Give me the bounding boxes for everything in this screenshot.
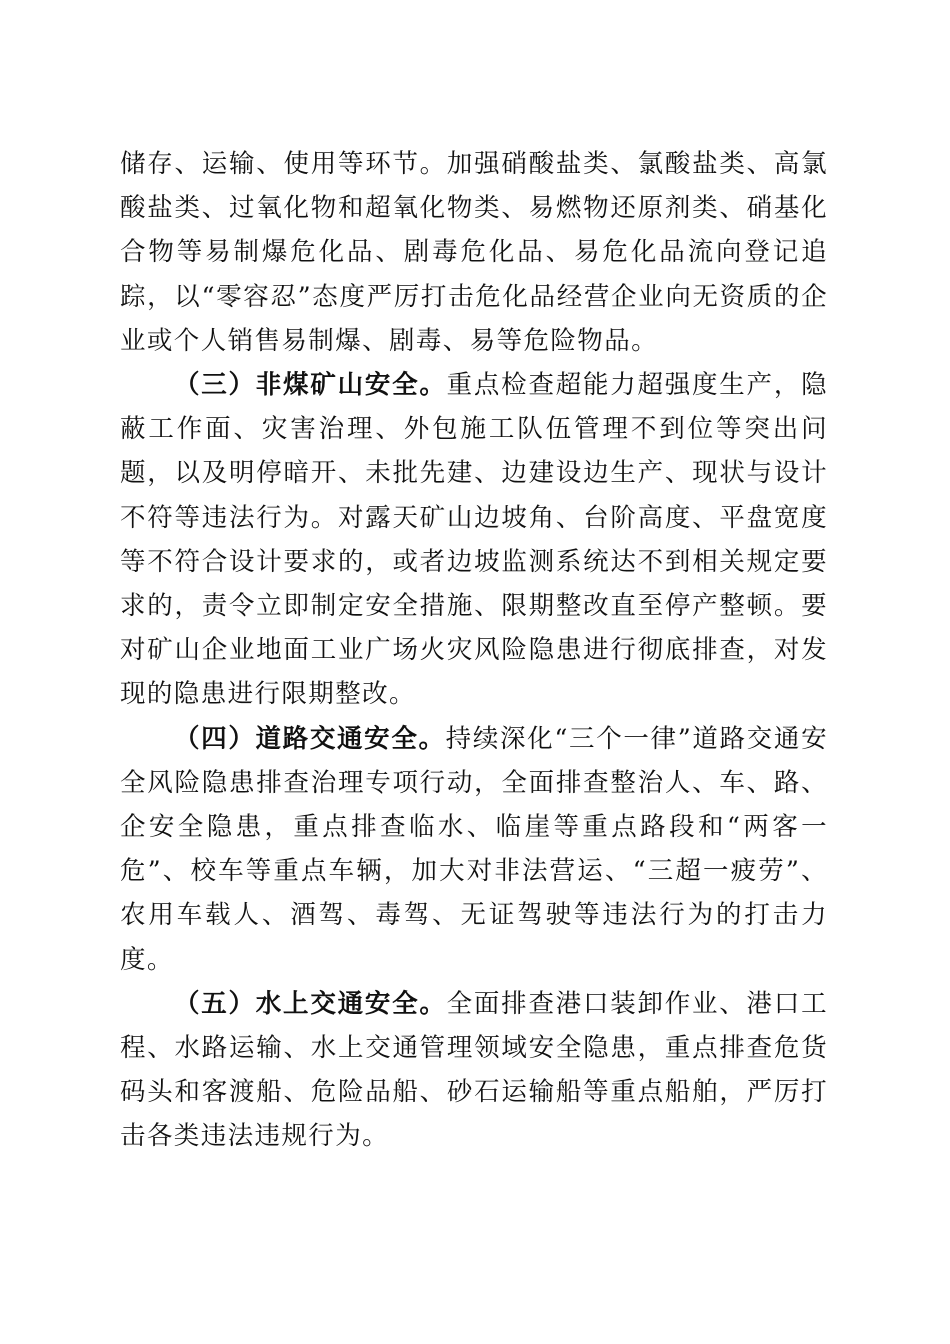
paragraph-text: 持续深化“三个一律”道路交通安全风险隐患排查治理专项行动，全面排查整治人、车、路、企安全隐患，重点排查临水、临崖等重点路段和“两客一危”、校车等重点车辆，加大对非法营运、“三超一疲劳”、农用车载人、酒驾、毒驾、无证驾驶等违法行为的打击力度。 bbox=[120, 723, 828, 975]
paragraph-continuation bbox=[120, 142, 828, 363]
paragraph-road-traffic-safety bbox=[120, 717, 828, 982]
paragraph-text: 重点检查超能力超强度生产，隐蔽工作面、灾害治理、外包施工队伍管理不到位等突出问题，以及明停暗开、未批先建、边建设边生产、现状与设计不符等违法行为。对露天矿山边坡角、台阶高度、平盘宽度等不符合设计要求的，或者边坡监测系统达不到相关规定要求的，责令立即制定安全措施、限期整改直至停产整顿。要对矿山企业地面工业广场火灾风险隐患进行彻底排查，对发现的隐患进行限期整改。 bbox=[120, 370, 828, 710]
document-body bbox=[120, 142, 828, 1159]
paragraph-water-traffic-safety bbox=[120, 982, 828, 1159]
paragraph-text: 储存、运输、使用等环节。加强硝酸盐类、氯酸盐类、高氯酸盐类、过氧化物和超氧化物类、易燃物还原剂类、硝基化合物等易制爆危化品、剧毒危化品、易危化品流向登记追踪，以“零容忍”态度严厉打击危化品经营企业向无资质的企业或个人销售易制爆、剧毒、易等危险物品。 bbox=[120, 149, 828, 356]
paragraph-non-coal-mine-safety bbox=[120, 363, 828, 717]
paragraph-text: 全面排查港口装卸作业、港口工程、水路运输、水上交通管理领域安全隐患，重点排查危货码头和客渡船、危险品船、砂石运输船等重点船舶，严厉打击各类违法违规行为。 bbox=[120, 988, 828, 1152]
section-heading: （五）水上交通安全。 bbox=[174, 988, 447, 1019]
section-heading: （四）道路交通安全。 bbox=[174, 723, 446, 754]
section-heading: （三）非煤矿山安全。 bbox=[174, 370, 447, 401]
